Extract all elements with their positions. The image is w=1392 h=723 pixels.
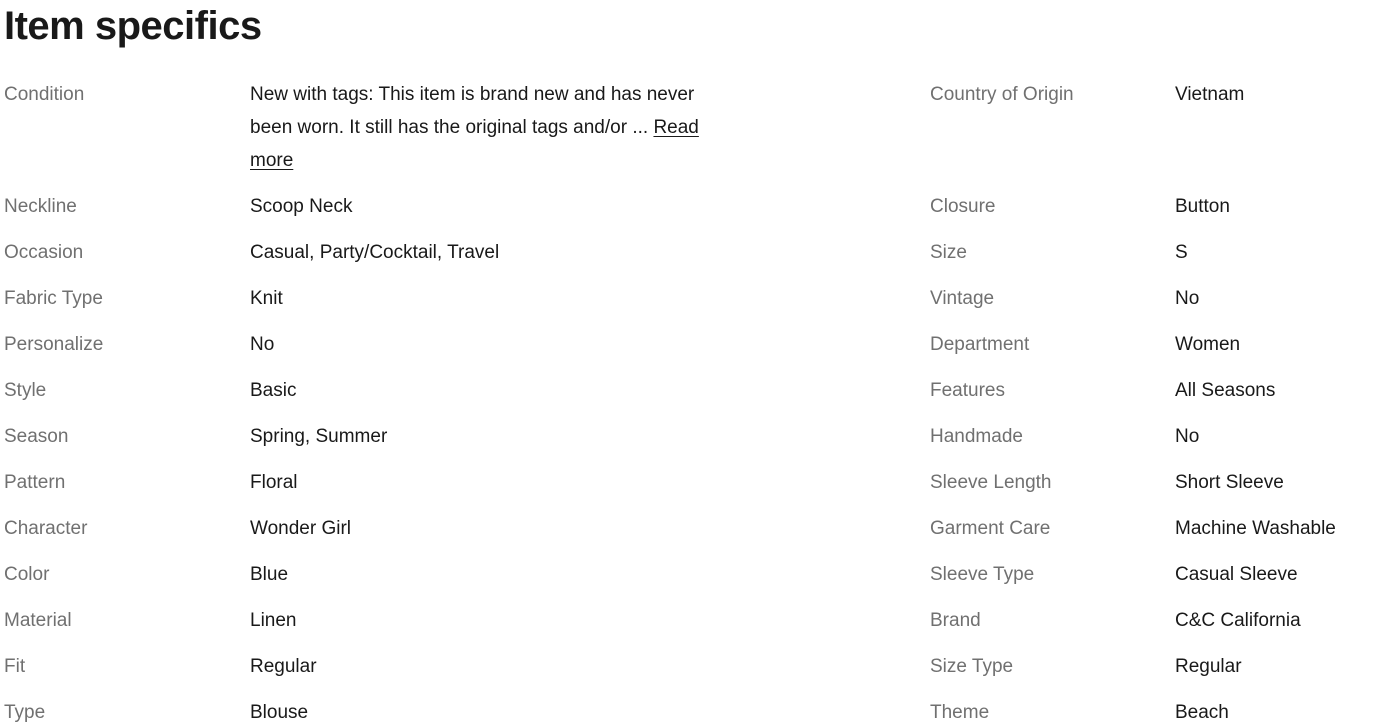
spec-label: Color: [4, 564, 50, 585]
section-title: Item specifics: [4, 4, 262, 48]
spec-label: Material: [4, 610, 72, 631]
spec-label: Occasion: [4, 242, 84, 263]
spec-label: Character: [4, 518, 88, 539]
spec-label: Type: [4, 702, 46, 723]
spec-label: Brand: [930, 610, 981, 631]
spec-value: Linen: [250, 610, 297, 631]
spec-value: Casual Sleeve: [1175, 564, 1298, 585]
spec-label: Personalize: [4, 334, 104, 355]
spec-value: Blouse: [250, 702, 309, 723]
spec-label: Fabric Type: [4, 288, 103, 309]
spec-value: Vietnam: [1175, 84, 1245, 105]
spec-label: Theme: [930, 702, 990, 723]
spec-value: Casual, Party/Cocktail, Travel: [250, 242, 500, 263]
condition-description-text: New with tags: This item is brand new and has never been worn. It still has the original tags and/or ...: [250, 84, 695, 138]
spec-value: Regular: [1175, 656, 1242, 677]
spec-label: Style: [4, 380, 47, 401]
spec-label: Department: [930, 334, 1030, 355]
spec-label: Features: [930, 380, 1005, 401]
spec-value: All Seasons: [1175, 380, 1276, 401]
spec-value: Short Sleeve: [1175, 472, 1284, 493]
spec-label: Handmade: [930, 426, 1023, 447]
spec-value: No: [250, 334, 275, 355]
spec-value: Blue: [250, 564, 289, 585]
specs-grid: [4, 78, 1392, 723]
spec-value: Beach: [1175, 702, 1229, 723]
spec-value: Machine Washable: [1175, 518, 1336, 539]
spec-label: Fit: [4, 656, 26, 677]
spec-value: No: [1175, 426, 1200, 447]
spec-label: Vintage: [930, 288, 995, 309]
spec-label: Sleeve Type: [930, 564, 1035, 585]
spec-label: Condition: [4, 84, 85, 105]
spec-value: Knit: [250, 288, 283, 309]
spec-label: Country of Origin: [930, 84, 1074, 105]
spec-label: Sleeve Length: [930, 472, 1052, 493]
spec-label: Garment Care: [930, 518, 1051, 539]
spec-value: C&C California: [1175, 610, 1301, 631]
spec-value: Wonder Girl: [250, 518, 352, 539]
spec-value: Basic: [250, 380, 297, 401]
spec-label: Closure: [930, 196, 996, 217]
spec-value: Women: [1175, 334, 1241, 355]
spec-value: Regular: [250, 656, 317, 677]
spec-value: No: [1175, 288, 1200, 309]
spec-value: S: [1175, 242, 1188, 263]
read-more-link[interactable]: Read more: [250, 117, 699, 171]
spec-label: Size: [930, 242, 967, 263]
spec-value: Spring, Summer: [250, 426, 388, 447]
spec-label: Season: [4, 426, 69, 447]
spec-label: Neckline: [4, 196, 77, 217]
spec-value: Floral: [250, 472, 298, 493]
spec-value: [250, 78, 755, 190]
spec-value: Scoop Neck: [250, 196, 353, 217]
spec-label: Pattern: [4, 472, 66, 493]
spec-label: Size Type: [930, 656, 1014, 677]
spec-value: Button: [1175, 196, 1230, 217]
